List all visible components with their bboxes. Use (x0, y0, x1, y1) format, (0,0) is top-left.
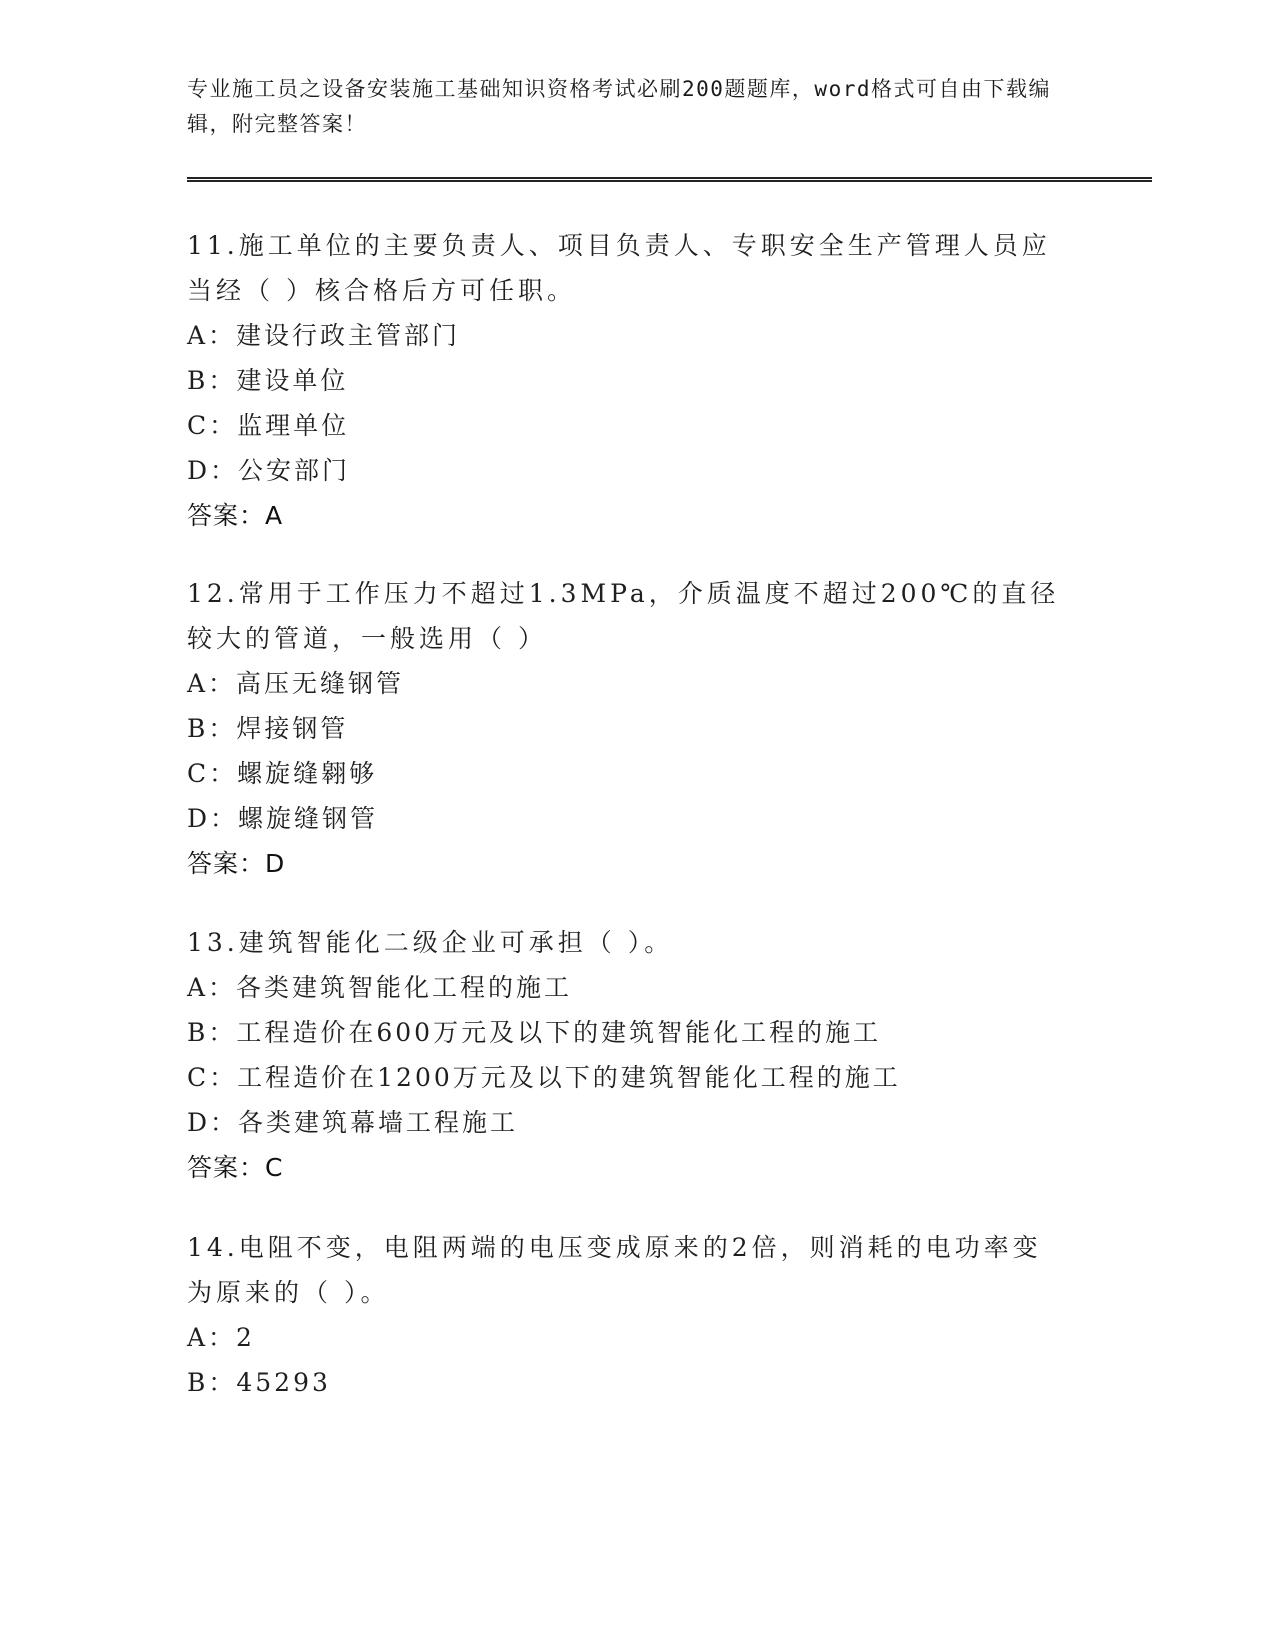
header-divider (187, 177, 1152, 182)
question-14 (187, 1225, 1067, 1405)
option-a: A：2 (187, 1323, 255, 1352)
option-b: B：焊接钢管 (187, 714, 349, 743)
option-d: D：公安部门 (187, 456, 351, 485)
question-stem: 12.常用于工作压力不超过1.3MPa，介质温度不超过200℃的直径较大的管道，一般选用（ ） (187, 579, 1060, 653)
option-b: B：45293 (187, 1368, 331, 1397)
option-a: A：各类建筑智能化工程的施工 (187, 973, 573, 1002)
question-stem: 14.电阻不变，电阻两端的电压变成原来的2倍，则消耗的电功率变为原来的（ ）。 (187, 1233, 1042, 1307)
question-stem: 13.建筑智能化二级企业可承担（ ）。 (187, 928, 674, 957)
option-d: D：螺旋缝钢管 (187, 804, 379, 833)
question-stem: 11.施工单位的主要负责人、项目负责人、专职安全生产管理人员应当经（ ）核合格后方可任职。 (187, 231, 1051, 305)
answer-line: 答案：D (187, 849, 286, 878)
option-c: C：螺旋缝翱够 (187, 759, 378, 788)
option-b: B：工程造价在600万元及以下的建筑智能化工程的施工 (187, 1018, 882, 1047)
question-13 (187, 920, 1067, 1190)
option-c: C：工程造价在1200万元及以下的建筑智能化工程的施工 (187, 1063, 901, 1092)
option-a: A：高压无缝钢管 (187, 669, 405, 698)
answer-line: 答案：C (187, 1153, 284, 1182)
document-header: 专业施工员之设备安装施工基础知识资格考试必刷200题题库，word格式可自由下载编辑，附完整答案！ (187, 77, 1051, 136)
option-c: C：监理单位 (187, 411, 350, 440)
option-a: A：建设行政主管部门 (187, 321, 461, 350)
option-b: B：建设单位 (187, 366, 349, 395)
answer-line: 答案：A (187, 501, 284, 530)
question-12 (187, 571, 1067, 886)
question-11 (187, 223, 1067, 538)
option-d: D：各类建筑幕墙工程施工 (187, 1108, 519, 1137)
